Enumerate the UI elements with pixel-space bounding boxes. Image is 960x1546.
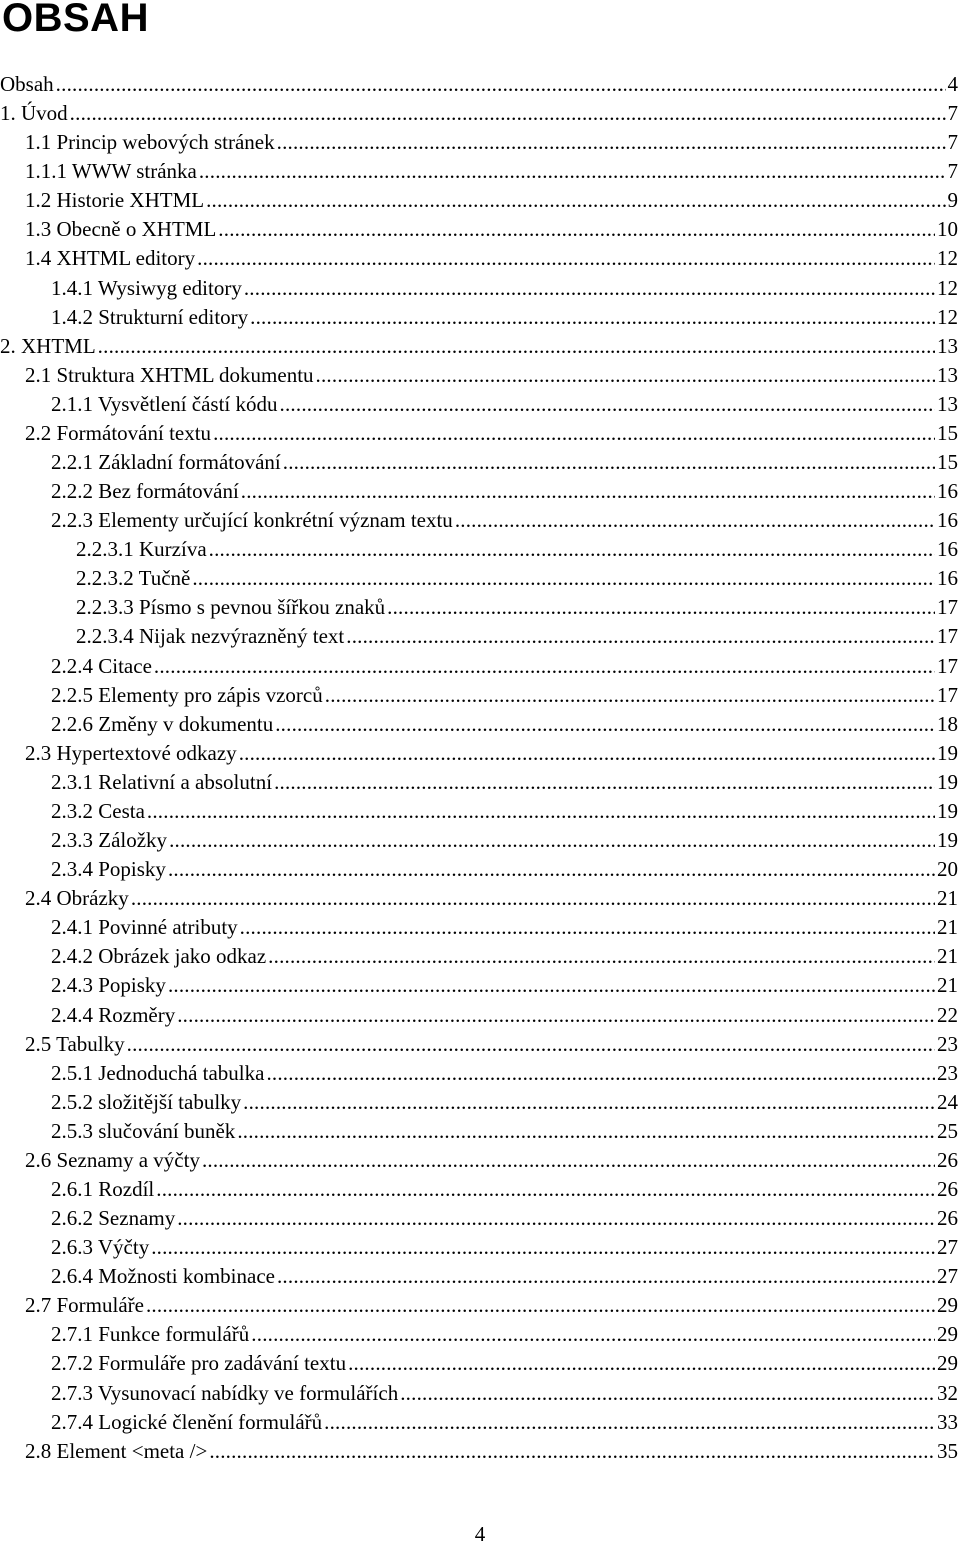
page-heading: OBSAH [2,0,149,40]
toc-dot-leader [455,506,935,535]
toc-entry-page: 15 [937,420,958,445]
toc-entry-title: 2.3.4 Popisky [51,857,166,882]
toc-entry-title: 2.2.3.2 Tučně [76,566,191,591]
toc-entry-title: 2.5.2 složitější tabulky [51,1089,242,1114]
toc-entry-title: Obsah [0,72,54,96]
toc-dot-leader [202,1146,935,1175]
toc-entry-page: 19 [937,740,958,765]
toc-entry-title: 2.1.1 Vysvětlení částí kódu [51,391,278,416]
toc-entry[interactable] [0,942,960,971]
toc-entry-page: 13 [937,362,958,387]
toc-entry-page: 13 [937,391,958,416]
toc-entry[interactable] [0,186,960,215]
page-number: 4 [474,1522,486,1546]
toc-entry-page: 12 [937,246,958,271]
toc-entry-title: 2.7 Formuláře [25,1293,144,1318]
toc-entry-page: 23 [937,1060,958,1085]
toc-entry-title: 2.6.2 Seznamy [51,1206,176,1231]
toc-entry-page: 16 [937,537,958,562]
toc-entry-title: 2.2 Formátování textu [25,420,212,445]
toc-entry-title: 2.8 Element <meta /> [25,1438,208,1463]
toc-entry-title: 2.3.2 Cesta [51,798,145,823]
toc-entry-page: 12 [937,304,958,329]
toc-entry-title: 2.2.1 Základní formátování [51,450,281,475]
toc-entry-page: 16 [937,479,958,504]
toc-entry-title: 2.3 Hypertextové odkazy [25,740,237,765]
toc-entry-page: 7 [947,130,958,155]
toc-entry[interactable] [0,1001,960,1030]
toc-dot-leader [206,186,945,215]
toc-entry-page: 20 [937,857,958,882]
toc-dot-leader [277,128,946,157]
toc-entry[interactable] [0,1117,960,1146]
toc-entry[interactable] [0,710,960,739]
toc-dot-leader [169,826,935,855]
toc-entry[interactable] [0,332,960,361]
toc-entry-page: 26 [937,1147,958,1172]
toc-entry-title: 2.1 Struktura XHTML dokumentu [25,362,314,387]
toc-entry-title: 2.7.2 Formuláře pro zadávání textu [51,1351,347,1376]
toc-entry[interactable] [0,681,960,710]
toc-entry-page: 29 [937,1293,958,1318]
toc-dot-leader [325,681,935,710]
toc-dot-leader [218,215,935,244]
toc-entry-title: 2.2.3.1 Kurzíva [76,537,207,562]
toc-dot-leader [151,1233,935,1262]
toc-entry-title: 2.3.1 Relativní a absolutní [51,769,273,794]
toc-dot-leader [147,797,935,826]
toc-entry-page: 4 [947,72,958,96]
toc-dot-leader [244,274,935,303]
toc-entry-title: 2. XHTML [0,333,96,358]
toc-entry[interactable] [0,622,960,651]
toc-entry[interactable] [0,1233,960,1262]
toc-entry-page: 17 [937,624,958,649]
toc-entry-page: 17 [937,682,958,707]
toc-entry-title: 2.5 Tabulky [25,1031,125,1056]
toc-entry-page: 18 [937,711,958,736]
toc-dot-leader [243,1088,935,1117]
toc-entry[interactable] [0,855,960,884]
toc-dot-leader [209,1437,935,1466]
toc-dot-leader [324,1408,935,1437]
toc-entry[interactable] [0,361,960,390]
toc-entry[interactable] [0,797,960,826]
toc-entry-title: 2.4.3 Popisky [51,973,166,998]
toc-entry-title: 2.6.3 Výčty [51,1235,150,1260]
toc-entry-title: 2.6.1 Rozdíl [51,1176,155,1201]
toc-dot-leader [268,942,935,971]
toc-entry-page: 12 [937,275,958,300]
toc-dot-leader [209,535,935,564]
toc-dot-leader [146,1291,935,1320]
toc-entry-page: 17 [937,653,958,678]
toc-entry-page: 19 [937,769,958,794]
toc-dot-leader [70,99,946,128]
toc-entry-page: 21 [937,944,958,969]
toc-entry-title: 2.6 Seznamy a výčty [25,1147,200,1172]
toc-entry[interactable] [0,1204,960,1233]
toc-entry[interactable] [0,244,960,273]
toc-entry[interactable] [0,1437,960,1466]
toc-entry-page: 13 [937,333,958,358]
toc-entry-page: 29 [937,1322,958,1347]
toc-entry-page: 29 [937,1351,958,1376]
toc-entry-title: 2.2.2 Bez formátování [51,479,239,504]
toc-entry-title: 1.3 Obecně o XHTML [25,217,217,242]
toc-entry-page: 23 [937,1031,958,1056]
toc-dot-leader [156,1175,935,1204]
toc-entry-title: 2.5.1 Jednoduchá tabulka [51,1060,265,1085]
toc-entry[interactable] [0,390,960,419]
toc-entry[interactable] [0,303,960,332]
toc-entry-page: 27 [937,1264,958,1289]
toc-entry-page: 7 [947,101,958,126]
toc-entry[interactable] [0,826,960,855]
toc-dot-leader [277,1262,935,1291]
toc-dot-leader [283,448,935,477]
toc-dot-leader [127,1030,935,1059]
toc-entry[interactable] [0,1175,960,1204]
toc-dot-leader [348,1349,935,1378]
toc-dot-leader [213,419,935,448]
toc-entry-page: 21 [937,886,958,911]
toc-entry-page: 7 [947,159,958,184]
toc-entry-title: 1.2 Historie XHTML [25,188,205,213]
toc-dot-leader [177,1001,935,1030]
toc-entry[interactable] [0,1030,960,1059]
toc-entry[interactable] [0,506,960,535]
toc-entry-page: 17 [937,595,958,620]
toc-entry[interactable] [0,535,960,564]
toc-entry[interactable] [0,1379,960,1408]
toc-entry[interactable] [0,564,960,593]
toc-dot-leader [168,971,935,1000]
toc-entry-page: 25 [937,1118,958,1143]
toc-entry-page: 9 [947,188,958,213]
toc-entry[interactable] [0,128,960,157]
toc-dot-leader [237,1117,935,1146]
toc-entry-page: 19 [937,798,958,823]
toc-entry-title: 1.4.1 Wysiwyg editory [51,275,242,300]
toc-entry-title: 2.4.4 Rozměry [51,1002,176,1027]
toc-entry-title: 2.7.1 Funkce formulářů [51,1322,250,1347]
toc-entry-page: 16 [937,508,958,533]
toc-entry[interactable] [0,99,960,128]
toc-entry-title: 2.3.3 Záložky [51,828,168,853]
toc-entry-page: 33 [937,1409,958,1434]
toc-entry-title: 2.4 Obrázky [25,886,129,911]
toc-entry[interactable] [0,652,960,681]
toc-entry-page: 21 [937,915,958,940]
toc-entry[interactable] [0,419,960,448]
toc-dot-leader [400,1379,935,1408]
toc-entry-page: 15 [937,450,958,475]
toc-entry[interactable] [0,739,960,768]
toc-entry-title: 1.4.2 Strukturní editory [51,304,249,329]
toc-entry[interactable] [0,70,960,99]
toc-dot-leader [275,710,935,739]
toc-entry-page: 35 [937,1438,958,1463]
toc-entry-title: 1.1.1 WWW stránka [25,159,197,184]
toc-entry[interactable] [0,1320,960,1349]
toc-entry-page: 24 [937,1089,958,1114]
toc-entry[interactable] [0,971,960,1000]
toc-entry-page: 26 [937,1206,958,1231]
toc-dot-leader [192,564,935,593]
toc-entry-title: 2.2.6 Změny v dokumentu [51,711,274,736]
toc-dot-leader [240,913,935,942]
table-of-contents [0,70,960,1466]
toc-dot-leader [131,884,935,913]
toc-dot-leader [168,855,935,884]
toc-dot-leader [250,303,935,332]
toc-entry[interactable] [0,1408,960,1437]
toc-dot-leader [199,157,946,186]
toc-entry-title: 2.2.3.4 Nijak nezvýrazněný text [76,624,345,649]
toc-entry-title: 2.7.3 Vysunovací nabídky ve formulářích [51,1380,399,1405]
toc-entry-title: 1. Úvod [0,101,68,126]
toc-entry-page: 27 [937,1235,958,1260]
toc-entry[interactable] [0,274,960,303]
toc-dot-leader [251,1320,935,1349]
toc-entry[interactable] [0,448,960,477]
toc-entry-page: 22 [937,1002,958,1027]
toc-entry-title: 2.2.3.3 Písmo s pevnou šířkou znaků [76,595,386,620]
toc-entry[interactable] [0,913,960,942]
toc-dot-leader [266,1059,935,1088]
toc-entry[interactable] [0,1146,960,1175]
toc-entry[interactable] [0,1088,960,1117]
toc-dot-leader [154,652,935,681]
toc-entry-title: 1.4 XHTML editory [25,246,196,271]
toc-entry-title: 2.2.4 Citace [51,653,152,678]
toc-entry[interactable] [0,157,960,186]
toc-dot-leader [346,622,935,651]
toc-dot-leader [241,477,935,506]
toc-dot-leader [197,244,935,273]
toc-dot-leader [98,332,935,361]
toc-dot-leader [56,70,946,99]
toc-entry[interactable] [0,1262,960,1291]
toc-entry-title: 2.4.2 Obrázek jako odkaz [51,944,267,969]
toc-entry-page: 32 [937,1380,958,1405]
toc-entry[interactable] [0,884,960,913]
toc-entry-page: 10 [937,217,958,242]
toc-entry-page: 21 [937,973,958,998]
toc-dot-leader [316,361,935,390]
toc-entry-title: 2.4.1 Povinné atributy [51,915,238,940]
toc-entry[interactable] [0,1291,960,1320]
toc-entry-page: 26 [937,1176,958,1201]
toc-entry-title: 2.2.5 Elementy pro zápis vzorců [51,682,323,707]
toc-entry[interactable] [0,593,960,622]
toc-entry-page: 16 [937,566,958,591]
toc-dot-leader [274,768,935,797]
toc-entry-page: 19 [937,828,958,853]
toc-entry[interactable] [0,1349,960,1378]
toc-dot-leader [177,1204,935,1233]
toc-dot-leader [239,739,935,768]
toc-entry-title: 2.6.4 Možnosti kombinace [51,1264,275,1289]
toc-entry-title: 2.5.3 slučování buněk [51,1118,236,1143]
toc-entry[interactable] [0,1059,960,1088]
toc-entry-title: 2.7.4 Logické členění formulářů [51,1409,323,1434]
toc-entry[interactable] [0,477,960,506]
toc-entry-title: 2.2.3 Elementy určující konkrétní význam textu [51,508,453,533]
toc-entry-title: 1.1 Princip webových stránek [25,130,275,155]
toc-dot-leader [387,593,935,622]
toc-entry[interactable] [0,215,960,244]
toc-dot-leader [280,390,935,419]
toc-entry[interactable] [0,768,960,797]
